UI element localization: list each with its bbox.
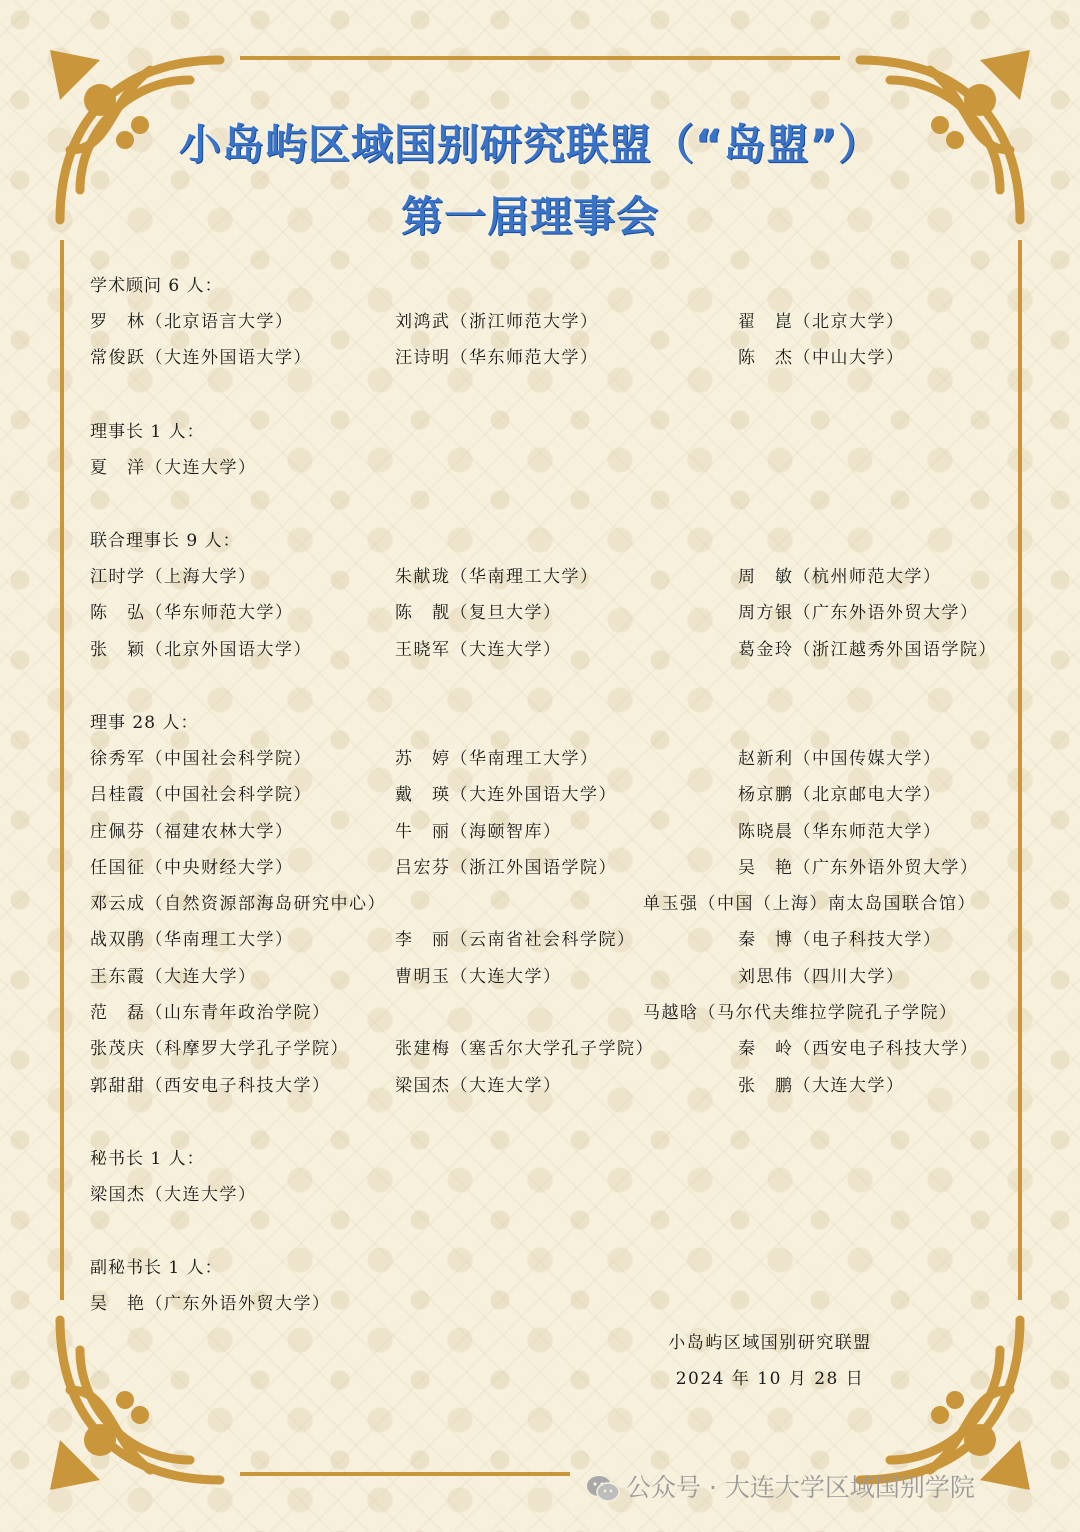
section-heading-advisors: 学术顾问 6 人： <box>90 276 223 296</box>
member: 周方银（广东外语外贸大学） <box>738 603 979 624</box>
signature-date: 2024 年 10 月 28 日 <box>675 1369 865 1389</box>
advisors-section <box>90 268 1020 377</box>
member: 邓云成（自然资源部海岛研究中心） <box>90 894 386 915</box>
watermark-text: 公众号 · 大连大学区域国别学院 <box>626 1473 975 1502</box>
member: 任国征（中央财经大学） <box>90 857 294 878</box>
member: 张茂庆（科摩罗大学孔子学院） <box>90 1039 349 1060</box>
member: 赵新利（中国传媒大学） <box>738 749 942 769</box>
member: 范 磊（山东青年政治学院） <box>90 1003 331 1024</box>
wechat-icon <box>586 1475 620 1503</box>
member: 刘思伟（四川大学） <box>738 966 905 987</box>
member: 牛 丽（海颐智库） <box>395 821 562 842</box>
member: 苏 婷（华南理工大学） <box>395 749 599 769</box>
member: 吴 艳（广东外语外贸大学） <box>90 1294 331 1314</box>
member: 梁国杰（大连大学） <box>90 1185 257 1205</box>
advisors-list <box>90 304 1020 377</box>
member: 陈晓晨（华东师范大学） <box>738 821 942 842</box>
co-chairs-section <box>90 523 1020 668</box>
directors-list <box>90 741 1020 1104</box>
secretary-general-section <box>90 1141 1020 1213</box>
member: 汪诗明（华东师范大学） <box>395 348 599 369</box>
member: 战双鹃（华南理工大学） <box>90 930 294 951</box>
member: 马越晗（马尔代夫维拉学院孔子学院） <box>643 1003 958 1024</box>
member: 罗 林（北京语言大学） <box>90 312 294 332</box>
member: 吴 艳（广东外语外贸大学） <box>738 857 979 878</box>
member: 陈 靓（复旦大学） <box>395 603 562 624</box>
member: 单玉强（中国（上海）南太岛国联合馆） <box>643 894 976 915</box>
section-heading-co-chairs: 联合理事长 9 人： <box>90 531 241 551</box>
co-chairs-list <box>90 559 1020 668</box>
ornament-bottom-left-icon <box>40 1300 240 1500</box>
member: 常俊跃（大连外国语大学） <box>90 348 312 369</box>
section-heading-secretary-general: 秘书长 1 人： <box>90 1149 205 1169</box>
member: 庄佩芬（福建农林大学） <box>90 821 294 842</box>
member: 吕桂霞（中国社会科学院） <box>90 785 312 806</box>
member: 杨京鹏（北京邮电大学） <box>738 785 942 806</box>
member: 江时学（上海大学） <box>90 567 257 587</box>
signature-org: 小岛屿区域国别研究联盟 <box>668 1333 872 1353</box>
watermark <box>586 1468 975 1508</box>
member: 葛金玲（浙江越秀外国语学院） <box>738 639 997 660</box>
member: 徐秀军（中国社会科学院） <box>90 749 312 769</box>
member: 吕宏芬（浙江外国语学院） <box>395 857 617 878</box>
section-heading-deputy-secretary: 副秘书长 1 人： <box>90 1258 223 1278</box>
frame-left-line <box>60 240 64 1300</box>
deputy-secretary-section <box>90 1250 1020 1322</box>
member: 张 颖（北京外国语大学） <box>90 639 312 660</box>
member: 李 丽（云南省社会科学院） <box>395 930 636 951</box>
member: 夏 洋（大连大学） <box>90 458 257 478</box>
member: 曹明玉（大连大学） <box>395 966 562 987</box>
document-subtitle: 第一届理事会 <box>400 192 659 241</box>
member: 戴 瑛（大连外国语大学） <box>395 785 617 806</box>
directors-section <box>90 705 1020 1104</box>
member: 秦 岭（西安电子科技大学） <box>738 1039 979 1060</box>
member: 刘鸿武（浙江师范大学） <box>395 312 599 332</box>
document-title: 小岛屿区域国别研究联盟（“岛盟”） <box>178 120 882 169</box>
member: 陈 杰（中山大学） <box>738 348 905 369</box>
member: 秦 博（电子科技大学） <box>738 930 942 951</box>
member: 翟 崑（北京大学） <box>738 312 905 332</box>
frame-top-line <box>240 56 840 60</box>
member: 王东霞（大连大学） <box>90 966 257 987</box>
frame-bottom-line <box>240 1472 570 1476</box>
section-heading-directors: 理事 28 人： <box>90 713 199 733</box>
member: 周 敏（杭州师范大学） <box>738 567 942 587</box>
member: 陈 弘（华东师范大学） <box>90 603 294 624</box>
member: 梁国杰（大连大学） <box>395 1075 562 1096</box>
member: 郭甜甜（西安电子科技大学） <box>90 1075 331 1096</box>
chair-section <box>90 414 1020 486</box>
member: 朱献珑（华南理工大学） <box>395 567 599 587</box>
member: 王晓军（大连大学） <box>395 639 562 660</box>
member: 张建梅（塞舌尔大学孔子学院） <box>395 1039 654 1060</box>
section-heading-chair: 理事长 1 人： <box>90 422 205 442</box>
member: 张 鹏（大连大学） <box>738 1075 905 1096</box>
